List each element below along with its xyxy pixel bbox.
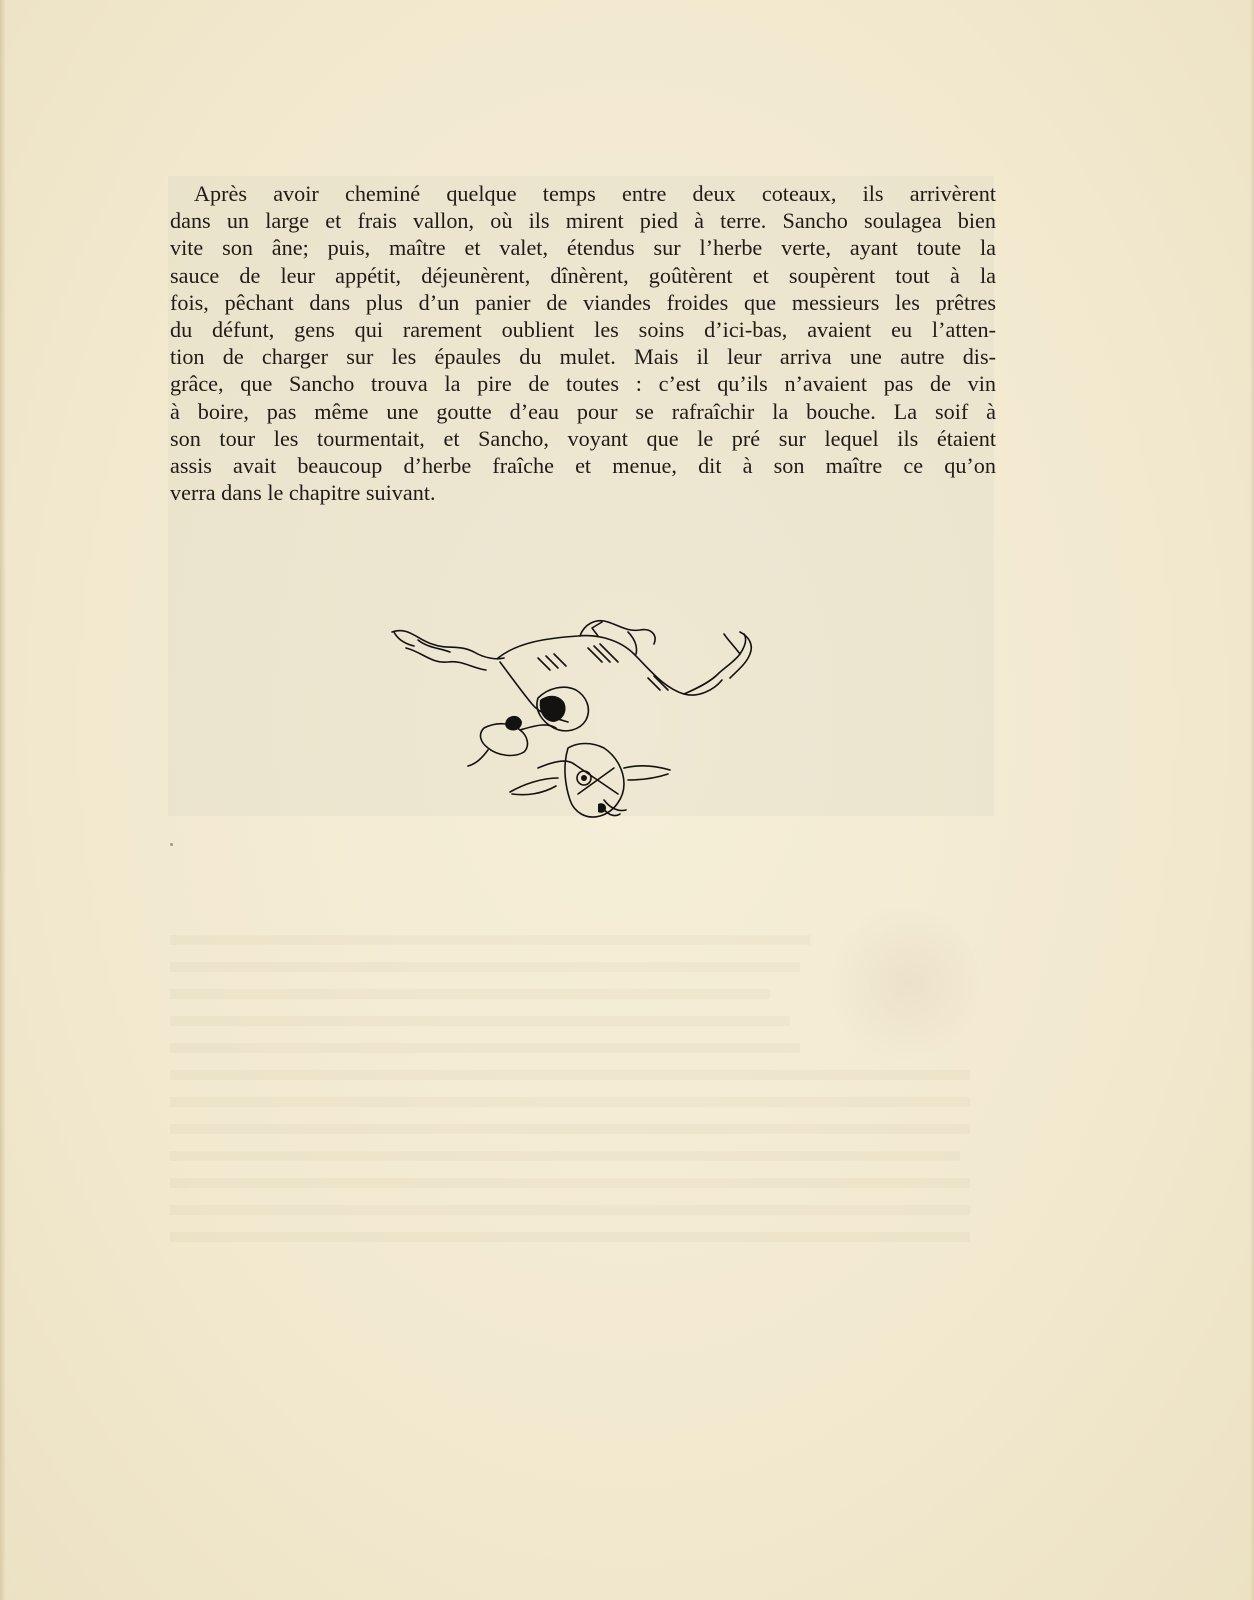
paragraph-line: à boire, pas même une goutte d’eau pour se rafraîchir la bouche. La soif à	[170, 398, 996, 424]
bleed-line	[170, 1205, 970, 1215]
verso-bleed-through	[170, 918, 1000, 1242]
paragraph-line: Après avoir cheminé quelque temps entre deux coteaux, ils arrivèrent	[194, 181, 996, 206]
bleed-line	[170, 1043, 800, 1053]
paragraph-line: sauce de leur appétit, déjeunèrent, dînèrent, goûtèrent et soupèrent tout à la	[170, 262, 996, 288]
paragraph-line: tion de charger sur les épaules du mulet. Mais il leur arriva une autre dis-	[170, 344, 996, 370]
paragraph-line: du défunt, gens qui rarement oublient les soins d’ici-bas, avaient eu l’atten-	[170, 317, 996, 343]
paragraph-line: dans un large et frais vallon, où ils mirent pied à terre. Sancho soulagea bien	[170, 208, 996, 234]
bleed-line	[170, 1097, 970, 1107]
paragraph-line: assis avait beaucoup d’herbe fraîche et menue, dit à son maître ce qu’on	[170, 453, 996, 479]
page-binding-shadow	[0, 0, 6, 1600]
bleed-line	[170, 1232, 970, 1242]
ink-speck	[170, 843, 173, 846]
bleed-line	[170, 935, 810, 945]
bleed-line	[170, 1070, 970, 1080]
bleed-line	[170, 1151, 960, 1161]
bleed-line	[170, 1124, 970, 1134]
fallen-rider-on-donkey-vignette-icon	[388, 618, 768, 848]
paragraph-line: son tour les tourmentait, et Sancho, voyant que le pré sur lequel ils étaient	[170, 425, 996, 451]
paragraph-line: vite son âne; puis, maître et valet, étendus sur l’herbe verte, ayant toute la	[170, 235, 996, 261]
paragraph-line: grâce, que Sancho trouva la pire de toutes : c’est qu’ils n’avaient pas de vin	[170, 371, 996, 397]
body-paragraph	[170, 180, 996, 506]
bleed-line	[170, 1016, 790, 1026]
page-edge-shadow	[1250, 0, 1254, 1600]
bleed-line	[170, 962, 800, 972]
paragraph-line: fois, pêchant dans plus d’un panier de viandes froides que messieurs les prêtres	[170, 289, 996, 315]
bleed-line	[170, 1178, 970, 1188]
bleed-line	[170, 989, 770, 999]
paragraph-line: verra dans le chapitre suivant.	[170, 480, 436, 506]
